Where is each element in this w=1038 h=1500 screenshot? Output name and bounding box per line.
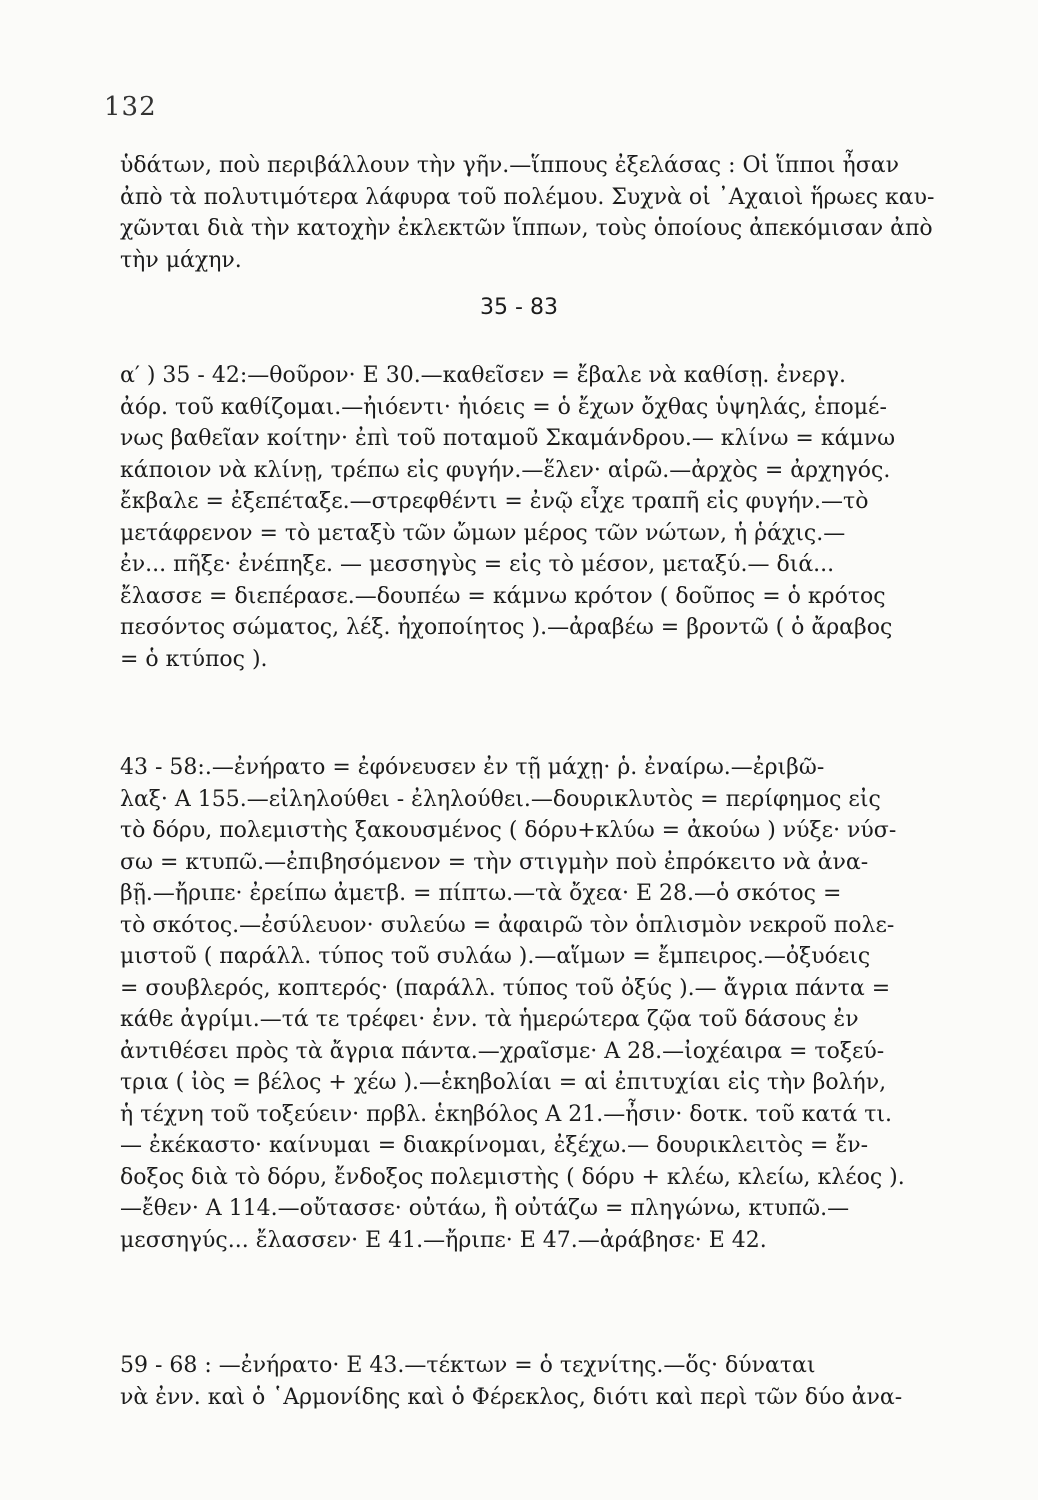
commentary-paragraph-1 [120, 360, 960, 675]
intro-line: τὴν μάχην. [120, 247, 242, 273]
para1-line: πεσόντος σώματος, λέξ. ἠχοποίητος ).—ἀραβέω = βροντῶ ( ὁ ἄραβος [120, 615, 893, 640]
para2-line: ἀντιθέσει πρὸς τὰ ἄγρια πάντα.—χραῖσμε· Α 28.—ἰοχέαιρα = τοξεύ- [120, 1038, 885, 1064]
para2-line: —ἔθεν· Α 114.—οὔτασσε· οὐτάω, ἢ οὐτάζω = πληγώνω, κτυπῶ.— [120, 1196, 850, 1221]
section-heading: 35 - 83 [480, 295, 558, 320]
para2-line: ἡ τέχνη τοῦ τοξεύειν· πρβλ. ἑκηβόλος Α 21.—ἦσιν· δοτκ. τοῦ κατά τι. [120, 1101, 892, 1127]
intro-line: ἀπὸ τὰ πολυτιμότερα λάφυρα τοῦ πολέμου. Συχνὰ οἱ ᾽Αχαιοὶ ἥρωες καυ- [120, 184, 935, 210]
para1-line: ἐν... πῆξε· ἐνέπηξε. — μεσσηγὺς = εἰς τὸ μέσον, μεταξύ.— διά... [120, 552, 835, 577]
para2-line: τρια ( ἰὸς = βέλος + χέω ).—ἑκηβολίαι = αἱ ἐπιτυχίαι εἰς τὴν βολήν, [120, 1070, 887, 1095]
para1-line: νως βαθεῖαν κοίτην· ἐπὶ τοῦ ποταμοῦ Σκαμάνδρου.— κλίνω = κάμνω [120, 426, 896, 451]
commentary-paragraph-3 [120, 1350, 960, 1413]
para2-line: βῇ.—ἤριπε· ἐρείπω ἀμετβ. = πίπτω.—τὰ ὄχεα· Ε 28.—ὁ σκότος = [120, 881, 842, 906]
para2-line: τὸ δόρυ, πολεμιστὴς ξακουσμένος ( δόρυ+κλύω = ἀκούω ) νύξε· νύσ- [120, 818, 897, 843]
para2-line: 43 - 58:.—ἐνήρατο = ἐφόνευσεν ἐν τῇ μάχῃ· ῥ. ἐναίρω.—ἐριβῶ- [120, 755, 825, 780]
para1-line: μετάφρενον = τὸ μεταξὺ τῶν ὤμων μέρος τῶν νώτων, ἡ ῥάχις.— [120, 520, 846, 546]
page-number: 132 [104, 92, 157, 122]
intro-line: ὑδάτων, ποὺ περιβάλλουν τὴν γῆν.—ἵππους ἐξελάσας : Οἱ ἵπποι ἦσαν [120, 153, 899, 178]
para1-line: ἔκβαλε = ἐξεπέταξε.—στρεφθέντι = ἐνῷ εἶχε τραπῆ εἰς φυγήν.—τὸ [120, 489, 869, 514]
para3-line: νὰ ἐνν. καὶ ὁ ῾Αρμονίδης καὶ ὁ Φέρεκλος, διότι καὶ περὶ τῶν δύο ἀνα- [120, 1384, 903, 1410]
intro-line: χῶνται διὰ τὴν κατοχὴν ἐκλεκτῶν ἵππων, τοὺς ὁποίους ἀπεκόμισαν ἀπὸ [120, 216, 933, 241]
para2-line: τὸ σκότος.—ἐσύλευον· συλεύω = ἀφαιρῶ τὸν ὁπλισμὸν νεκροῦ πολε- [120, 912, 895, 938]
intro-paragraph [120, 150, 960, 276]
para2-line: λαξ· Α 155.—εἰληλούθει - ἐληλούθει.—δουρικλυτὸς = περίφημος εἰς [120, 786, 881, 812]
para2-line: κάθε ἀγρίμι.—τά τε τρέφει· ἐνν. τὰ ἡμερώτερα ζῷα τοῦ δάσους ἐν [120, 1007, 859, 1032]
para2-line: = σουβλερός, κοπτερός· (παράλλ. τύπος τοῦ ὀξύς ).— ἄγρια πάντα = [120, 975, 891, 1001]
para2-line: μιστοῦ ( παράλλ. τύπος τοῦ συλάω ).—αἵμων = ἔμπειρος.—ὀξυόεις [120, 944, 871, 969]
para1-line: ἀόρ. τοῦ καθίζομαι.—ἠιόεντι· ἠιόεις = ὁ ἔχων ὄχθας ὑψηλάς, ἑπομέ- [120, 394, 887, 420]
para2-line: δοξος διὰ τὸ δόρυ, ἔνδοξος πολεμιστὴς ( δόρυ + κλέω, κλείω, κλέος ). [120, 1164, 905, 1190]
para1-line: κάποιον νὰ κλίνῃ, τρέπω εἰς φυγήν.—ἕλεν· αἱρῶ.—ἀρχὸς = ἀρχηγός. [120, 457, 891, 483]
para1-line: = ὁ κτύπος ). [120, 646, 268, 672]
para1-line: α′ ) 35 - 42:—θοῦρον· Ε 30.—καθεῖσεν = ἔβαλε νὰ καθίσῃ. ἐνεργ. [120, 363, 847, 388]
para1-line: ἔλασσε = διεπέρασε.—δουπέω = κάμνω κρότον ( δοῦπος = ὁ κρότος [120, 583, 886, 609]
commentary-paragraph-2 [120, 752, 960, 1256]
para3-line: 59 - 68 : —ἐνήρατο· Ε 43.—τέκτων = ὁ τεχνίτης.—ὅς· δύναται [120, 1353, 816, 1378]
para2-line: μεσσηγύς... ἔλασσεν· Ε 41.—ἤριπε· Ε 47.—ἀράβησε· Ε 42. [120, 1227, 767, 1253]
para2-line: σω = κτυπῶ.—ἐπιβησόμενον = τὴν στιγμὴν ποὺ ἐπρόκειτο νὰ ἀνα- [120, 849, 869, 875]
para2-line: — ἐκέκαστο· καίνυμαι = διακρίνομαι, ἐξέχω.— δουρικλειτὸς = ἔν- [120, 1133, 869, 1158]
